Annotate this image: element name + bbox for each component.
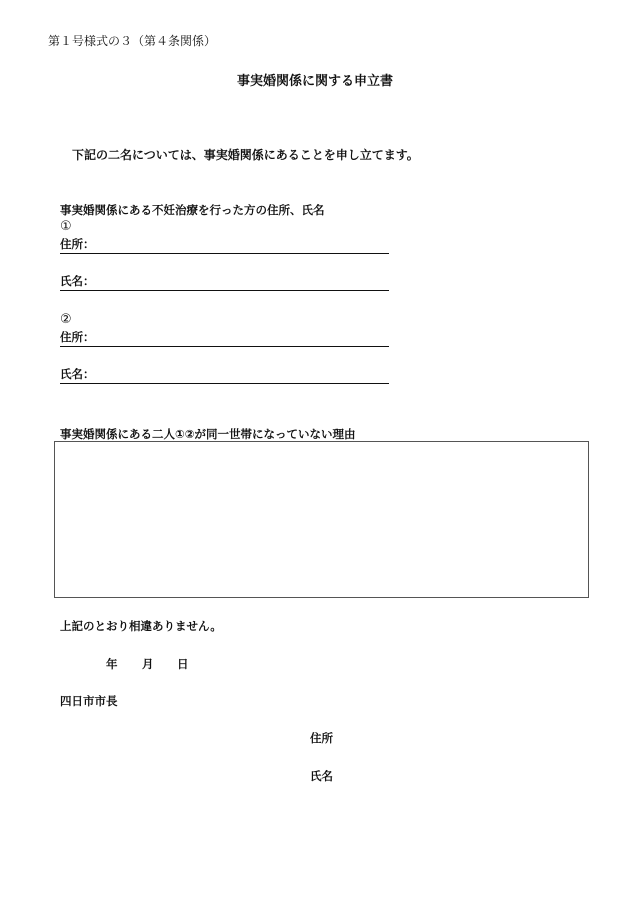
person-1-marker: ① xyxy=(60,219,72,234)
person-2-marker: ② xyxy=(60,312,72,327)
treatment-section-heading: 事実婚関係にある不妊治療を行った方の住所、氏名 xyxy=(60,203,325,217)
person-1-name-label: 氏名： xyxy=(60,274,95,288)
applicant-address-label: 住所 xyxy=(310,731,333,745)
date-month-label: 月 xyxy=(142,657,154,671)
date-year-label: 年 xyxy=(106,657,118,671)
person-2-address-label: 住所： xyxy=(60,330,95,344)
person-1-address-label: 住所： xyxy=(60,237,95,251)
person-1-address-field[interactable] xyxy=(60,235,389,254)
person-2-address-field[interactable] xyxy=(60,328,389,347)
form-number: 第１号様式の３（第４条関係） xyxy=(48,34,217,48)
reason-text-box[interactable] xyxy=(54,441,589,598)
applicant-name-label: 氏名 xyxy=(310,769,333,783)
document-title: 事実婚関係に関する申立書 xyxy=(236,74,393,89)
person-2-name-label: 氏名： xyxy=(60,367,95,381)
reason-section-heading: 事実婚関係にある二人①②が同一世帯になっていない理由 xyxy=(60,427,356,441)
person-2-name-field[interactable] xyxy=(60,365,389,384)
addressee-text: 四日市市長 xyxy=(60,694,118,708)
date-day-label: 日 xyxy=(177,657,189,671)
person-1-name-field[interactable] xyxy=(60,272,389,291)
statement-text: 下記の二名については、事実婚関係にあることを申し立てます。 xyxy=(72,148,419,162)
confirmation-text: 上記のとおり相違ありません。 xyxy=(60,619,222,633)
